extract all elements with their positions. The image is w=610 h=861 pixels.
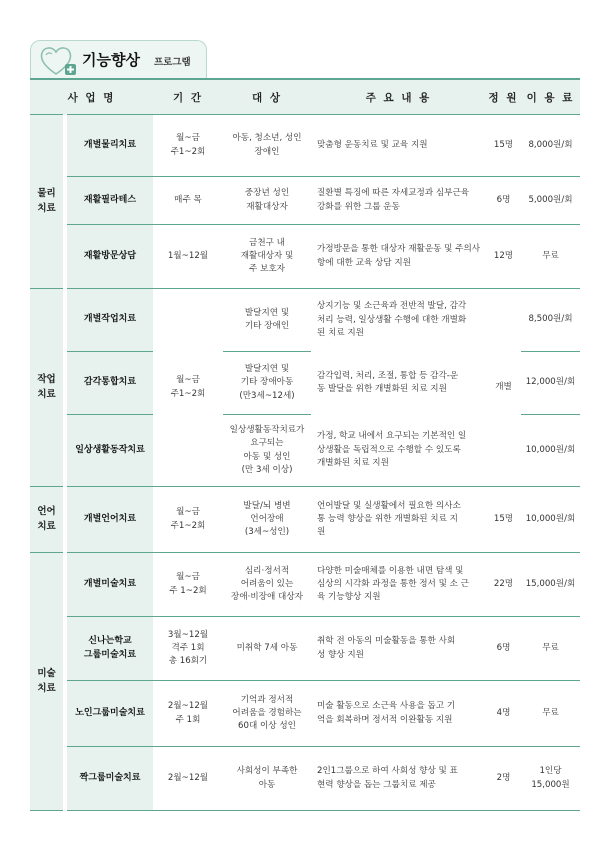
period: 월~금 주1~2회	[153, 289, 223, 487]
period: 월~금 주1~2회	[153, 487, 223, 553]
program-table	[30, 80, 580, 811]
capacity: 6명	[486, 617, 521, 681]
content: 감각입력, 처리, 조절, 통합 등 감각-운 동 발달을 위한 개별화된 치료 지원	[317, 370, 459, 394]
program-name: 개별언어치료	[65, 487, 153, 553]
fee: 8,500원/회	[521, 289, 580, 352]
table-row	[30, 487, 580, 553]
header-subtitle: 프로그램	[154, 57, 191, 68]
fee: 무료	[521, 681, 580, 747]
capacity: 15명	[486, 487, 521, 553]
capacity: 12명	[486, 225, 521, 289]
program-name: 재활방문상담	[65, 225, 153, 289]
fee: 12,000원/회	[521, 352, 580, 415]
table-header-row	[30, 80, 580, 115]
table-row	[30, 115, 580, 177]
capacity: 개별	[486, 289, 521, 487]
content: 가정, 학교 내에서 요구되는 기본적인 일 상생활을 독립적으로 수행할 수 있도록 개별화된 치료 지원	[311, 415, 486, 487]
col-header-fee: 이 용 료	[521, 80, 580, 115]
table-row	[30, 553, 580, 617]
capacity: 4명	[486, 681, 521, 747]
fee: 무료	[521, 617, 580, 681]
category-speech: 언어 치료	[30, 487, 65, 553]
target: 미취학 7세 아동	[223, 617, 311, 681]
content: 상지기능 및 소근육과 전반적 발달, 감각 처리 능력, 일상생활 수행에 대한 개별화 된 치료 지원	[317, 301, 467, 338]
target: 발달지연 및 기타 장애인	[223, 289, 311, 352]
capacity: 22명	[486, 553, 521, 617]
fee: 10,000원/회	[521, 487, 580, 553]
heart-plus-icon	[38, 44, 80, 78]
content: 2인1그룹으로 하여 사회성 향상 및 표 현력 향상을 돕는 그룹치료 제공	[311, 747, 486, 811]
program-name: 감각통합치료	[65, 352, 153, 415]
program-name: 짝그룹미술치료	[65, 747, 153, 811]
period: 2월~12월 주 1회	[153, 681, 223, 747]
target: 발달/뇌 병변 언어장애 (3세~성인)	[223, 487, 311, 553]
header-title: 기능향상	[82, 51, 140, 69]
target: 기억과 정서적 어려움을 경험하는 60대 이상 성인	[223, 681, 311, 747]
fee: 15,000원/회	[521, 553, 580, 617]
category-occupational: 작업 치료	[30, 289, 65, 487]
target: 일상생활동작치료가 요구되는 아동 및 성인 (만 3세 이상)	[223, 415, 311, 487]
capacity: 15명	[486, 115, 521, 177]
period: 2월~12월	[153, 747, 223, 811]
col-header-capacity: 정 원	[486, 80, 521, 115]
section-header	[30, 40, 205, 78]
fee: 8,000원/회	[521, 115, 580, 177]
fee: 10,000원/회	[521, 415, 580, 487]
table-row	[30, 177, 580, 225]
capacity: 2명	[486, 747, 521, 811]
col-header-name: 사 업 명	[30, 80, 153, 115]
target: 아동, 청소년, 성인 장애인	[223, 115, 311, 177]
fee: 1인당 15,000원	[521, 747, 580, 811]
table-row	[30, 617, 580, 681]
target: 발달지연 및 기타 장애아동 (만3세~12세)	[223, 352, 311, 415]
period: 월~금 주 1~2회	[153, 553, 223, 617]
program-name: 개별물리치료	[65, 115, 153, 177]
col-header-period: 기 간	[153, 80, 223, 115]
program-name: 개별미술치료	[65, 553, 153, 617]
content: 취학 전 아동의 미술활동을 통한 사회 성 향상 지원	[311, 617, 486, 681]
col-header-content: 주 요 내 용	[311, 80, 486, 115]
fee: 5,000원/회	[521, 177, 580, 225]
category-art: 미술 치료	[30, 553, 65, 811]
target: 금천구 내 재활대상자 및 주 보호자	[223, 225, 311, 289]
period: 1월~12월	[153, 225, 223, 289]
program-name: 신나는학교 그룹미술치료	[65, 617, 153, 681]
period: 매주 목	[153, 177, 223, 225]
content: 미술 활동으로 소근육 사용을 돕고 기 억을 회복하며 정서적 이완활동 지원	[311, 681, 486, 747]
content: 질환별 특징에 따른 자세교정과 심부근육 강화를 위한 그룹 운동	[311, 177, 486, 225]
table-row	[30, 289, 580, 352]
program-name: 재활필라테스	[65, 177, 153, 225]
content: 가정방문을 통한 대상자 재활운동 및 주의사 항에 대한 교육 상담 지원	[311, 225, 486, 289]
program-name: 노인그룹미술치료	[65, 681, 153, 747]
table-row	[30, 225, 580, 289]
program-name: 일상생활동작치료	[65, 415, 153, 487]
col-header-target: 대 상	[223, 80, 311, 115]
period: 3월~12월 격주 1회 총 16회기	[153, 617, 223, 681]
table-row	[30, 747, 580, 811]
fee: 무료	[521, 225, 580, 289]
capacity: 6명	[486, 177, 521, 225]
period: 월~금 주1~2회	[153, 115, 223, 177]
program-name: 개별작업치료	[65, 289, 153, 352]
content: 다양한 미술매체를 이용한 내면 탐색 및 심상의 시각화 과정을 통한 정서 및 소 근 육 기능향상 지원	[311, 553, 486, 617]
category-physical: 물리 치료	[30, 115, 65, 289]
content: 언어발달 및 실생활에서 필요한 의사소 통 능력 향상을 위한 개별화된 치료 지 원	[311, 487, 486, 553]
target: 중장년 성인 재활대상자	[223, 177, 311, 225]
target: 사회성이 부족한 아동	[223, 747, 311, 811]
table-row	[30, 681, 580, 747]
target: 심리·정서적 어려움이 있는 장애·비장애 대상자	[223, 553, 311, 617]
content: 맞춤형 운동치료 및 교육 지원	[311, 115, 486, 177]
